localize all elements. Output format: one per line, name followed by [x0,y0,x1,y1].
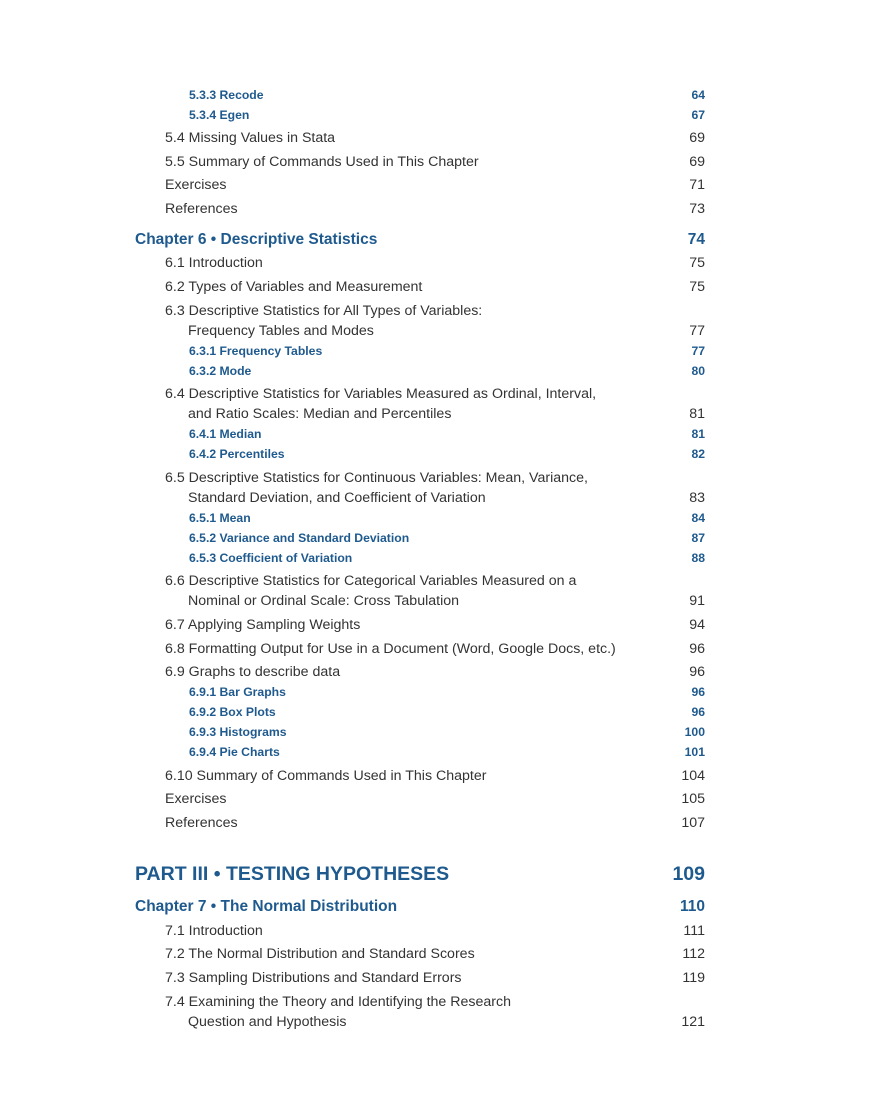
entry-title: 6.9 Graphs to describe data [165,664,341,680]
entry-title-continued: and Ratio Scales: Median and Percentiles [188,406,452,422]
page-number: 101 [684,745,705,759]
entry-title: 6.4.1 Median [189,427,262,441]
page-number: 105 [681,791,705,807]
entry-title: 6.7 Applying Sampling Weights [165,617,361,633]
page-number: 83 [689,490,705,506]
page-number: 75 [689,255,705,271]
entry-title: 6.6 Descriptive Statistics for Categorical Variables Measured on a [165,573,577,589]
entry-title: 5.3.3 Recode [189,88,264,102]
entry-title: 6.5 Descriptive Statistics for Continuous Variables: Mean, Variance, [165,470,588,486]
page-number: 67 [691,108,705,122]
page-number: 73 [689,201,705,217]
page-number: 107 [681,815,705,831]
page-number: 109 [672,863,705,885]
page-number: 77 [691,344,705,358]
entry-title: 7.3 Sampling Distributions and Standard Errors [165,970,462,986]
entry-title-continued: Question and Hypothesis [188,1014,347,1030]
entry-title: 6.8 Formatting Output for Use in a Document (Word, Google Docs, etc.) [165,641,616,657]
entry-title: 6.4 Descriptive Statistics for Variables Measured as Ordinal, Interval, [165,386,597,402]
page-number: 100 [684,725,705,739]
page-number: 96 [689,664,705,680]
entry-title: 5.3.4 Egen [189,108,250,122]
entry-title: Exercises [165,177,227,193]
entry-title: 6.5.3 Coefficient of Variation [189,551,353,565]
entry-title: 6.10 Summary of Commands Used in This Chapter [165,768,487,784]
entry-title-continued: Standard Deviation, and Coefficient of Variation [188,490,486,506]
entry-title: 6.9.4 Pie Charts [189,745,280,759]
page-number: 69 [689,154,705,170]
page-number: 88 [691,551,705,565]
entry-title: Chapter 6 • Descriptive Statistics [135,231,378,248]
entry-title: 6.9.2 Box Plots [189,705,276,719]
entry-title: 6.9.3 Histograms [189,725,287,739]
page-number: 81 [689,406,705,422]
entry-title: 6.9.1 Bar Graphs [189,685,286,699]
page-number: 96 [691,705,705,719]
page-number: 121 [681,1014,705,1030]
page-number: 96 [691,685,705,699]
page-number: 104 [681,768,705,784]
page-number: 82 [691,447,705,461]
entry-title: 7.4 Examining the Theory and Identifying the Research [165,994,511,1010]
page-number: 64 [691,88,705,102]
page-number: 112 [682,946,705,962]
page-number: 80 [691,364,705,378]
entry-title: Chapter 7 • The Normal Distribution [135,898,398,915]
entry-title-continued: Frequency Tables and Modes [188,323,374,339]
entry-title: References [165,201,238,217]
page-number: 91 [689,593,705,609]
page-number: 94 [689,617,705,633]
page-number: 75 [689,279,705,295]
page-number: 77 [689,323,705,339]
entry-title: References [165,815,238,831]
entry-title: Exercises [165,791,227,807]
entry-title: 6.5.2 Variance and Standard Deviation [189,531,410,545]
entry-title: 5.5 Summary of Commands Used in This Chapter [165,154,479,170]
entry-title: 6.4.2 Percentiles [189,447,285,461]
page-number: 69 [689,130,705,146]
page-number: 96 [689,641,705,657]
entry-title: 6.1 Introduction [165,255,263,271]
page-number: 119 [682,970,705,986]
page-number: 74 [687,231,705,248]
page-number: 110 [679,898,705,915]
entry-title: 6.5.1 Mean [189,511,251,525]
page-number: 71 [689,177,705,193]
page-number: 84 [691,511,705,525]
entry-title-continued: Nominal or Ordinal Scale: Cross Tabulation [188,593,460,609]
page-number: 81 [691,427,705,441]
entry-title: PART III • TESTING HYPOTHESES [135,863,450,885]
entry-title: 6.3.1 Frequency Tables [189,344,323,358]
entry-title: 7.1 Introduction [165,923,263,939]
entry-title: 6.3 Descriptive Statistics for All Types of Variables: [165,303,483,319]
entry-title: 7.2 The Normal Distribution and Standard Scores [165,946,475,962]
entry-title: 5.4 Missing Values in Stata [165,130,336,146]
entry-title: 6.3.2 Mode [189,364,252,378]
page-number: 87 [691,531,705,545]
page-number: 111 [683,923,705,939]
entry-title: 6.2 Types of Variables and Measurement [165,279,423,295]
